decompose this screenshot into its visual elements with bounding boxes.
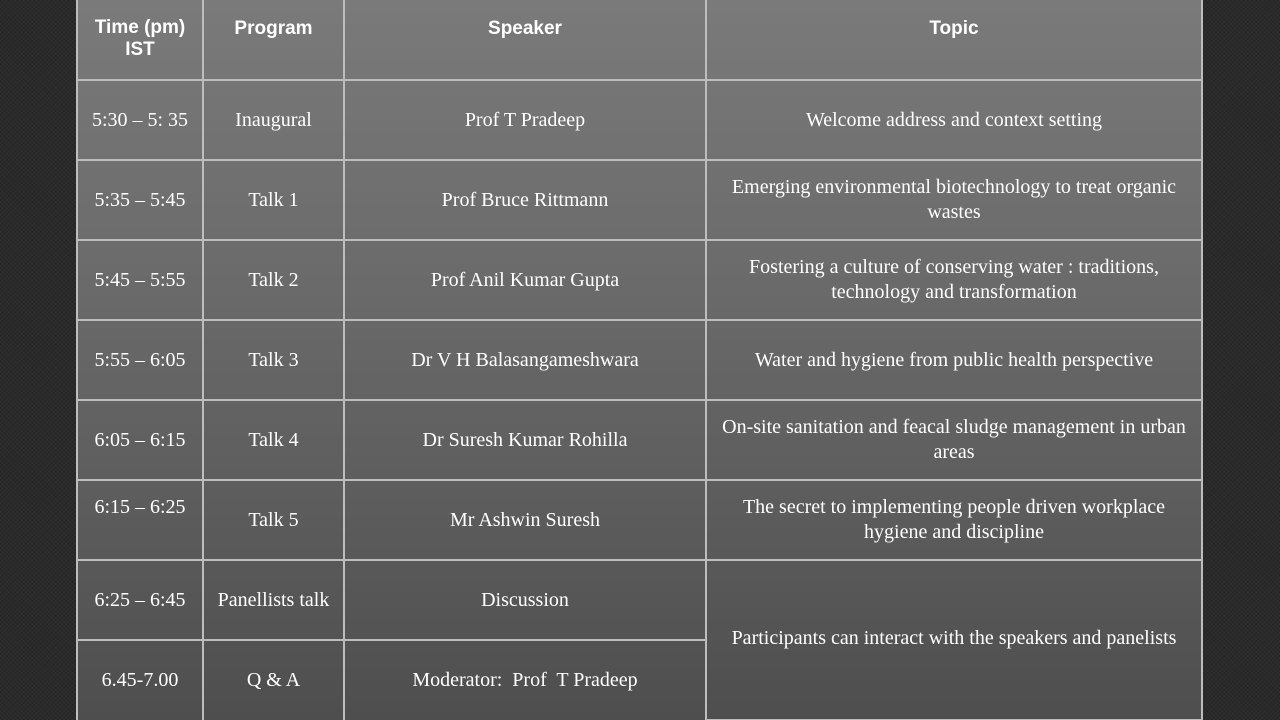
cell-program: Talk 1 [203,160,344,240]
cell-topic: Emerging environmental biotechnology to treat organic wastes [706,160,1202,240]
cell-program: Inaugural [203,80,344,160]
header-topic-label: Topic [929,17,979,39]
cell-program: Q & A [203,640,344,720]
cell-topic: Fostering a culture of conserving water : traditions, technology and transformation [706,240,1202,320]
cell-topic-merged-text: Participants can interact with the speakers and panelists [731,626,1177,649]
table-row [77,160,1202,240]
cell-topic: On-site sanitation and feacal sludge management in urban areas [706,400,1202,480]
cell-program: Talk 4 [203,400,344,480]
cell-time: 6:25 – 6:45 [77,560,203,640]
header-time [77,0,203,80]
cell-topic: Welcome address and context setting [706,80,1202,160]
cell-speaker: Dr V H Balasangameshwara [344,320,706,400]
cell-speaker: Dr Suresh Kumar Rohilla [344,400,706,480]
table-row [77,240,1202,320]
cell-program: Talk 2 [203,240,344,320]
cell-time: 6:15 – 6:25 [77,480,203,560]
header-topic [706,0,1202,80]
cell-speaker: Discussion [344,560,706,640]
table-row [77,560,1202,640]
cell-time: 5:30 – 5: 35 [77,80,203,160]
cell-speaker: Prof Bruce Rittmann [344,160,706,240]
table-row [77,480,1202,560]
cell-speaker: Moderator: Prof T Pradeep [344,640,706,720]
cell-program: Talk 5 [203,480,344,560]
cell-time: 6:05 – 6:15 [77,400,203,480]
cell-speaker: Mr Ashwin Suresh [344,480,706,560]
cell-topic-merged [706,560,1202,720]
header-speaker-label: Speaker [488,17,562,39]
header-row [77,0,1202,80]
cell-time: 5:35 – 5:45 [77,160,203,240]
cell-program: Panellists talk [203,560,344,640]
header-speaker [344,0,706,80]
table-row [77,80,1202,160]
cell-time: 5:45 – 5:55 [77,240,203,320]
cell-program: Talk 3 [203,320,344,400]
cell-speaker: Prof T Pradeep [344,80,706,160]
cell-speaker: Prof Anil Kumar Gupta [344,240,706,320]
cell-topic: The secret to implementing people driven workplace hygiene and discipline [706,480,1202,560]
schedule-table [76,0,1203,720]
header-time-line1: Time (pm) [94,17,186,38]
table-row [77,320,1202,400]
header-time-line2: IST [125,39,155,60]
header-program [203,0,344,80]
cell-time: 6.45-7.00 [77,640,203,720]
table-row [77,400,1202,480]
cell-time: 5:55 – 6:05 [77,320,203,400]
cell-topic: Water and hygiene from public health perspective [706,320,1202,400]
header-program-label: Program [234,17,313,39]
